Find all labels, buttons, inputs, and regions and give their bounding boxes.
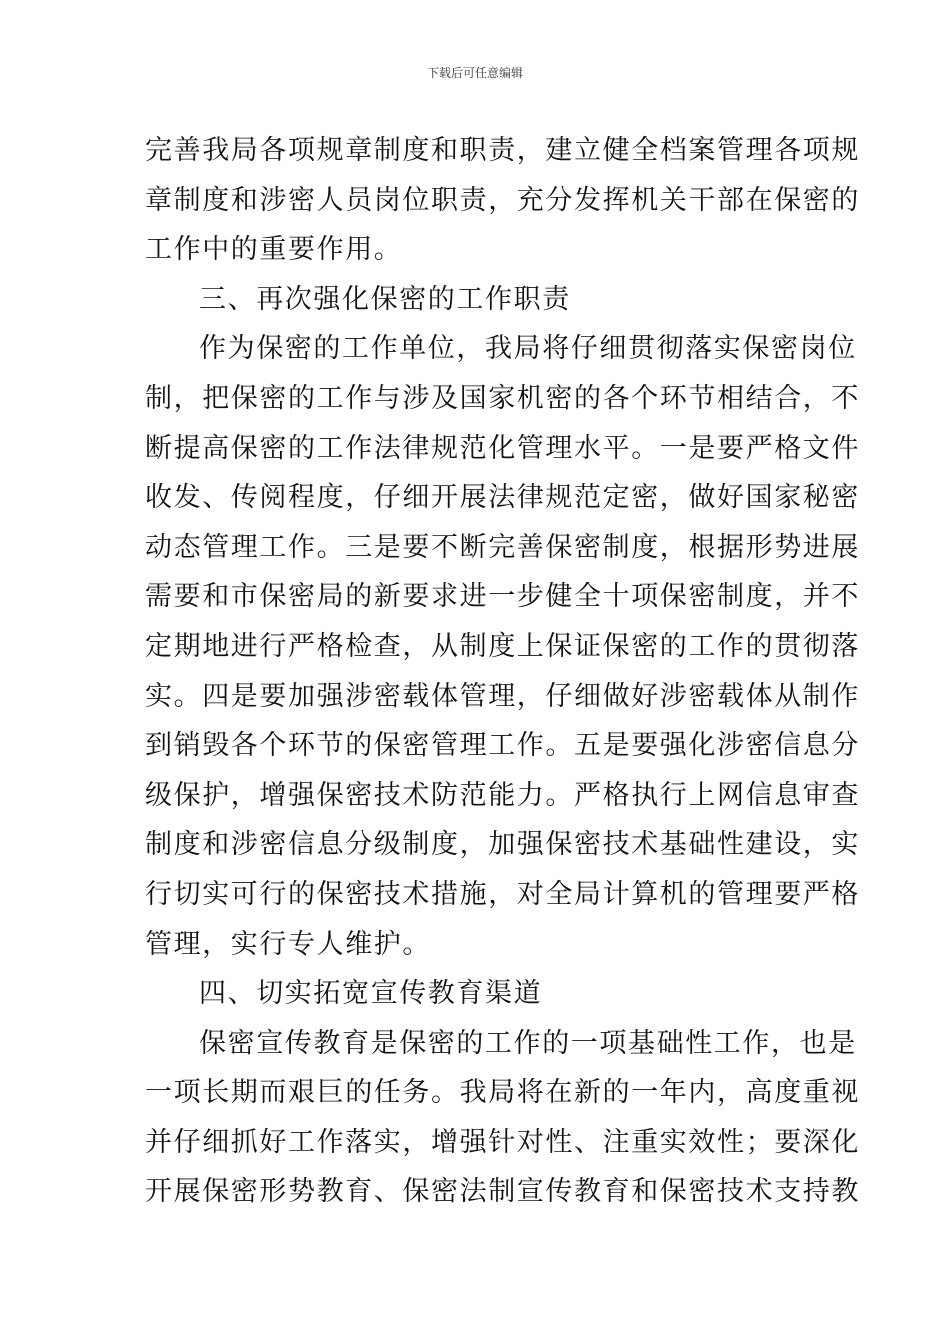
text-line: 行切实可行的保密技术措施，对全局计算机的管理要严格 <box>145 878 860 910</box>
text-line: 定期地进行严格检查，从制度上保证保密的工作的贯彻落 <box>145 630 860 662</box>
text-line: 一项长期而艰巨的任务。我局将在新的一年内，高度重视 <box>145 1077 860 1109</box>
text-line: 制度和涉密信息分级制度，加强保密技术基础性建设，实 <box>145 829 860 861</box>
text-line: 章制度和涉密人员岗位职责，充分发挥机关干部在保密的 <box>145 184 860 216</box>
text-line: 级保护，增强保密技术防范能力。严格执行上网信息审查 <box>145 779 860 811</box>
text-line: 完善我局各项规章制度和职责，建立健全档案管理各项规 <box>145 135 860 166</box>
text-line: 收发、传阅程度，仔细开展法律规范定密，做好国家秘密 <box>145 482 860 514</box>
page-header: 下载后可任意编辑 <box>426 66 523 80</box>
text-line: 需要和市保密局的新要求进一步健全十项保密制度，并不 <box>145 581 860 613</box>
section-heading: 三、再次强化保密的工作职责 <box>199 283 571 315</box>
text-line: 作为保密的工作单位，我局将仔细贯彻落实保密岗位 <box>199 333 857 365</box>
section-heading: 四、切实拓宽宣传教育渠道 <box>199 978 543 1010</box>
text-line: 管理，实行专人维护。 <box>145 928 431 960</box>
text-line: 断提高保密的工作法律规范化管理水平。一是要严格文件 <box>145 432 860 464</box>
text-line: 实。四是要加强涉密载体管理，仔细做好涉密载体从制作 <box>145 680 860 712</box>
text-line: 到销毁各个环节的保密管理工作。五是要强化涉密信息分 <box>145 730 860 762</box>
text-line: 动态管理工作。三是要不断完善保密制度，根据形势进展 <box>145 531 860 563</box>
text-line: 并仔细抓好工作落实，增强针对性、注重实效性；要深化 <box>145 1126 860 1158</box>
text-line: 保密宣传教育是保密的工作的一项基础性工作，也是 <box>199 1027 857 1059</box>
text-line: 开展保密形势教育、保密法制宣传教育和保密技术支持教 <box>145 1176 860 1208</box>
text-line: 制，把保密的工作与涉及国家机密的各个环节相结合，不 <box>145 382 860 414</box>
text-line: 工作中的重要作用。 <box>145 234 403 266</box>
document-body <box>145 126 860 1217</box>
